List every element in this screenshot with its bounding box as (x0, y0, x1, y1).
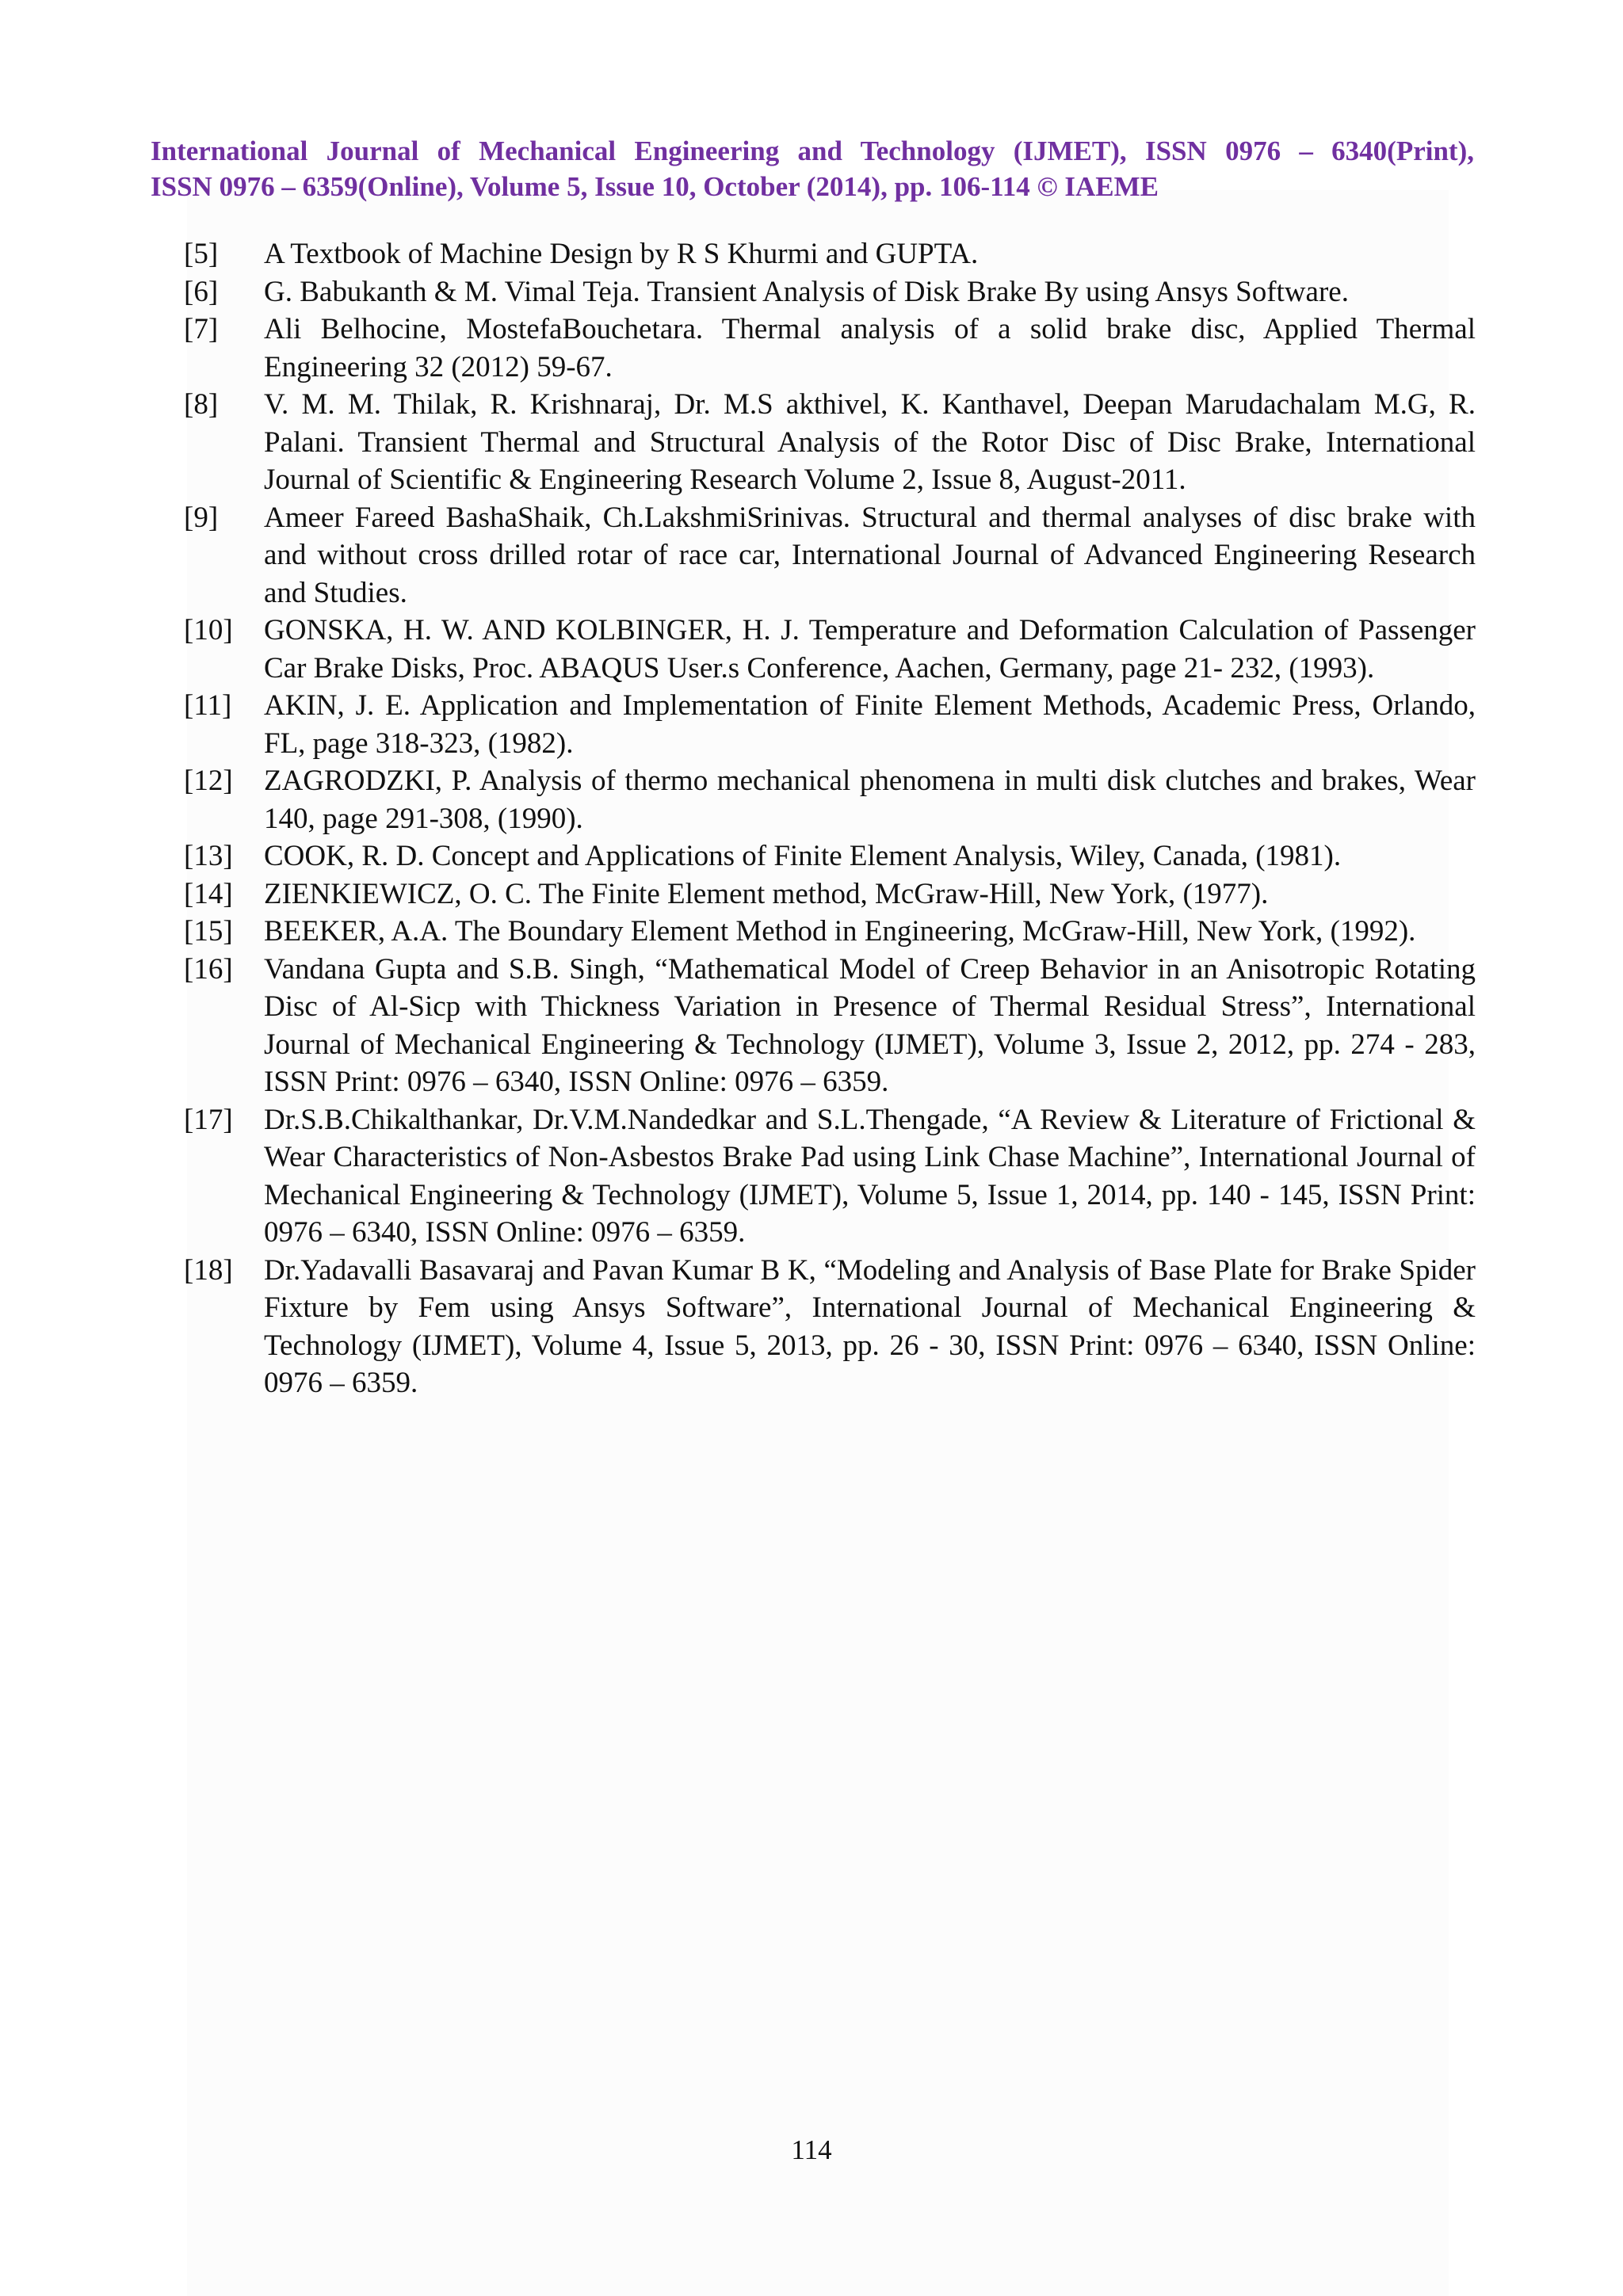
reference-number: [14] (184, 877, 233, 910)
reference-item (184, 311, 1476, 386)
reference-item (184, 837, 1476, 875)
reference-item (184, 913, 1476, 951)
journal-header-line-2: ISSN 0976 – 6359(Online), Volume 5, Issue 10, October (2014), pp. 106-114 © IAEME (151, 171, 1159, 202)
reference-text: AKIN, J. E. Application and Implementation of Finite Element Methods, Academic Press, Orlando, FL, page 318-323, (1982). (264, 689, 1476, 760)
reference-text: V. M. M. Thilak, R. Krishnaraj, Dr. M.S akthivel, K. Kanthavel, Deepan Marudachalam M.G, R. Palani. Transient Thermal and Structural Analysis of the Rotor Disc of Disc Brake, International Journal of Scientific & Engineering Research Volume 2, Issue 8, August-2011. (264, 388, 1476, 496)
reference-text: Dr.Yadavalli Basavaraj and Pavan Kumar B K, “Modeling and Analysis of Base Plate for Brake Spider Fixture by Fem using Ansys Software”, International Journal of Mechanical Engineering & Technology (IJMET), Volume 4, Issue 5, 2013, pp. 26 - 30, ISSN Print: 0976 – 6340, ISSN Online: 0976 – 6359. (264, 1253, 1476, 1399)
reference-item (184, 762, 1476, 837)
reference-number: [7] (184, 313, 219, 345)
reference-number: [5] (184, 238, 219, 270)
reference-number: [12] (184, 765, 233, 797)
reference-item (184, 386, 1476, 499)
reference-number: [11] (184, 689, 232, 722)
reference-item (184, 687, 1476, 762)
reference-item (184, 612, 1476, 687)
reference-number: [10] (184, 614, 233, 646)
reference-item (184, 1101, 1476, 1252)
reference-text: G. Babukanth & M. Vimal Teja. Transient Analysis of Disk Brake By using Ansys Software. (264, 275, 1349, 308)
reference-number: [17] (184, 1103, 233, 1136)
reference-list (184, 235, 1476, 1402)
reference-number: [16] (184, 952, 233, 986)
journal-header (151, 133, 1474, 204)
reference-item (184, 273, 1476, 311)
reference-number: [13] (184, 840, 233, 872)
reference-item (184, 875, 1476, 913)
reference-text: GONSKA, H. W. AND KOLBINGER, H. J. Temperature and Deformation Calculation of Passenger Car Brake Disks, Proc. ABAQUS User.s Conference, Aachen, Germany, page 21- 232, (1993). (264, 614, 1476, 685)
reference-item (184, 499, 1476, 612)
reference-text: A Textbook of Machine Design by R S Khurmi and GUPTA. (264, 238, 979, 270)
reference-item (184, 951, 1476, 1101)
reference-number: [8] (184, 388, 219, 421)
reference-item (184, 1252, 1476, 1402)
reference-number: [18] (184, 1253, 233, 1287)
reference-text: Vandana Gupta and S.B. Singh, “Mathematical Model of Creep Behavior in an Anisotropic Rotating Disc of Al-Sicp with Thickness Variation in Presence of Thermal Residual Stress”, International Journal of Mechanical Engineering & Technology (IJMET), Volume 3, Issue 2, 2012, pp. 274 - 283, ISSN Print: 0976 – 6340, ISSN Online: 0976 – 6359. (264, 952, 1476, 1098)
reference-number: [9] (184, 501, 219, 534)
page-number: 114 (791, 2134, 832, 2165)
reference-number: [6] (184, 275, 219, 308)
reference-text: Ameer Fareed BashaShaik, Ch.LakshmiSrinivas. Structural and thermal analyses of disc brake with and without cross drilled rotar of race car, International Journal of Advanced Engineering Research and Studies. (264, 501, 1476, 609)
reference-text: ZIENKIEWICZ, O. C. The Finite Element method, McGraw-Hill, New York, (1977). (264, 877, 1269, 910)
reference-text: COOK, R. D. Concept and Applications of Finite Element Analysis, Wiley, Canada, (1981). (264, 840, 1342, 872)
reference-number: [15] (184, 915, 233, 948)
journal-header-line-1: International Journal of Mechanical Engineering and Technology (IJMET), ISSN 0976 – 6340(Print), (151, 135, 1474, 166)
reference-text: Dr.S.B.Chikalthankar, Dr.V.M.Nandedkar and S.L.Thengade, “A Review & Literature of Frictional & Wear Characteristics of Non-Asbestos Brake Pad using Link Chase Machine”, International Journal of Mechanical Engineering & Technology (IJMET), Volume 5, Issue 1, 2014, pp. 140 - 145, ISSN Print: 0976 – 6340, ISSN Online: 0976 – 6359. (264, 1103, 1476, 1249)
reference-text: BEEKER, A.A. The Boundary Element Method in Engineering, McGraw-Hill, New York, (1992). (264, 915, 1416, 948)
reference-text: ZAGRODZKI, P. Analysis of thermo mechanical phenomena in multi disk clutches and brakes, Wear 140, page 291-308, (1990). (264, 765, 1476, 835)
reference-text: Ali Belhocine, MostefaBouchetara. Thermal analysis of a solid brake disc, Applied Thermal Engineering 32 (2012) 59-67. (264, 313, 1476, 383)
reference-item (184, 235, 1476, 273)
